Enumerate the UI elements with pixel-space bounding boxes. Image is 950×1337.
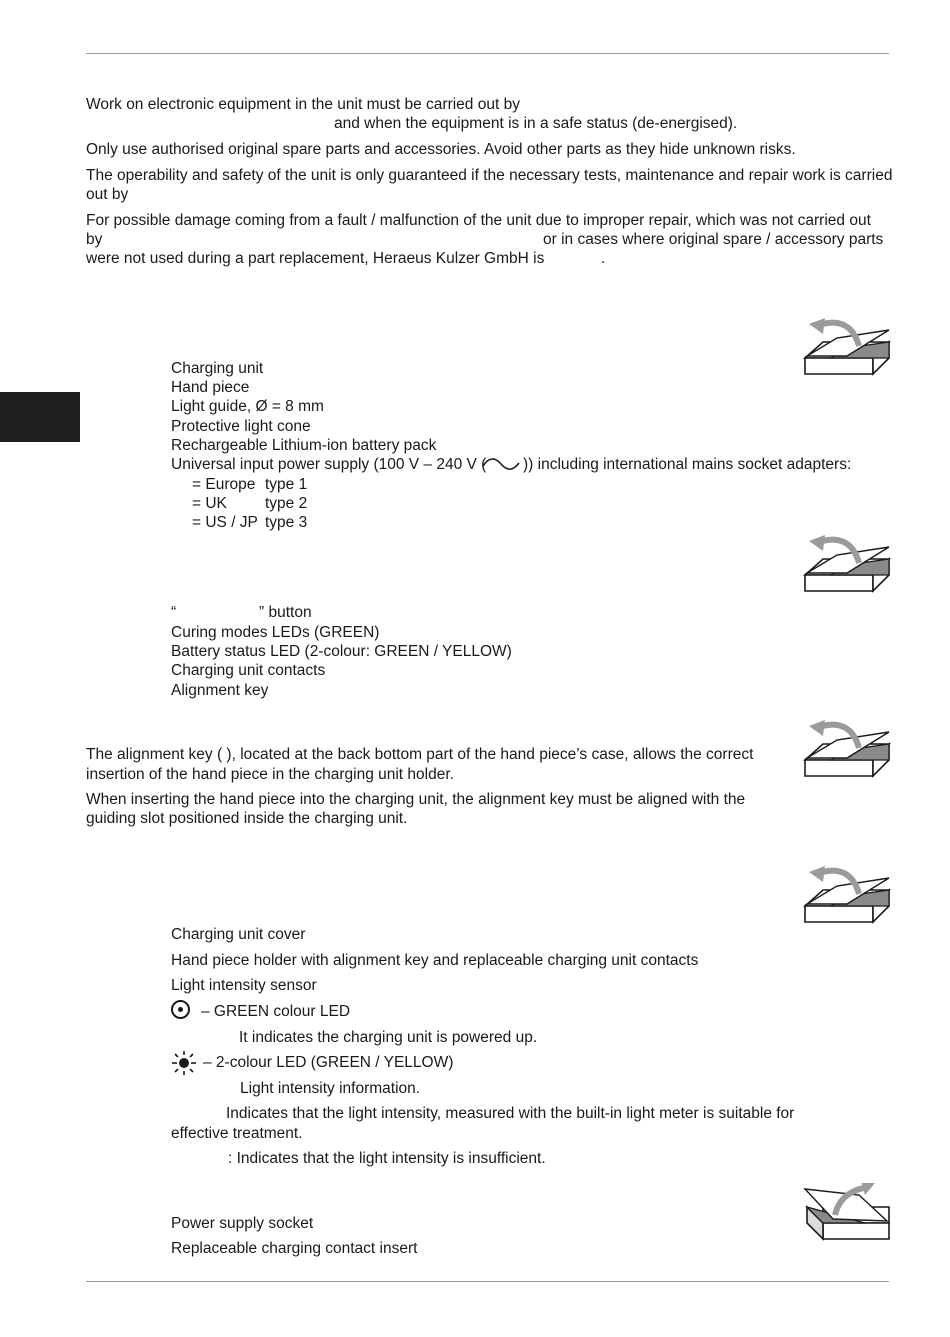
bicolor-led-label: – 2-colour LED (GREEN / YELLOW)	[203, 1054, 454, 1071]
repair-text-3a: The operability and safety of the unit is only guaranteed if the necessary tests, maintenance and repair work is carried	[86, 167, 893, 184]
charging-unit-item: Hand piece holder with alignment key and replaceable charging unit contacts	[171, 952, 699, 969]
green-state-text-a: Indicates that the light intensity, measured with the built-in light meter is suitable for	[226, 1105, 795, 1122]
button-label: ” button	[259, 604, 312, 621]
green-led-label: – GREEN colour LED	[201, 1003, 351, 1020]
hand-piece-item: Charging unit contacts	[171, 662, 326, 679]
alignment-text-1a: The alignment key ( ), located at the back bottom part of the hand piece’s case, allows the correct	[86, 746, 754, 763]
repair-text-1b: and when the equipment is in a safe status (de-energised).	[334, 115, 738, 132]
adapter-region: = UK	[192, 495, 227, 512]
header-rule	[86, 53, 889, 54]
fold-out-page-icon	[803, 535, 893, 609]
psu-text-b: )) including international mains socket adapters:	[523, 456, 852, 473]
content-item: Rechargeable Lithium-ion battery pack	[171, 437, 437, 454]
section-tab	[0, 392, 80, 442]
alignment-text-2b: guiding slot positioned inside the charging unit.	[86, 810, 408, 827]
green-state-text-b: effective treatment.	[171, 1125, 303, 1142]
adapter-region: = US / JP	[192, 514, 258, 531]
footer-rule	[86, 1281, 889, 1282]
repair-text-4b: by	[86, 231, 103, 248]
bicolor-led-desc: Light intensity information.	[240, 1080, 421, 1097]
repair-text-2: Only use authorised original spare parts and accessories. Avoid other parts as they hide unknown risks.	[86, 141, 796, 158]
quote-open: “	[171, 604, 177, 621]
hand-piece-item: Curing modes LEDs (GREEN)	[171, 624, 380, 641]
repair-text-4a: For possible damage coming from a fault / malfunction of the unit due to improper repair, which was not carried out	[86, 212, 871, 229]
adapter-type: type 3	[265, 514, 308, 531]
back-item: Power supply socket	[171, 1215, 314, 1232]
charging-unit-item: Light intensity sensor	[171, 977, 317, 994]
repair-text-4c: or in cases where original spare / accessory parts	[543, 231, 884, 248]
psu-text-a: Universal input power supply (100 V – 240 V (	[171, 456, 487, 473]
content-item: Protective light cone	[171, 418, 311, 435]
hand-piece-item: Battery status LED (2-colour: GREEN / YELLOW)	[171, 643, 512, 660]
adapter-type: type 2	[265, 495, 308, 512]
repair-text-4e: .	[601, 250, 606, 267]
sun-burst-icon	[170, 1050, 198, 1076]
repair-text-3b: out by	[86, 186, 129, 203]
hand-piece-item: Alignment key	[171, 682, 269, 699]
fold-out-page-icon	[803, 720, 893, 794]
repair-text-1a: Work on electronic equipment in the unit must be carried out by	[86, 96, 520, 113]
ac-sine-icon	[481, 457, 521, 471]
fold-out-page-icon	[803, 318, 893, 392]
charging-unit-item: Charging unit cover	[171, 926, 306, 943]
yellow-state-text: : Indicates that the light intensity is insufficient.	[228, 1150, 546, 1167]
green-led-desc: It indicates the charging unit is powered up.	[239, 1029, 538, 1046]
content-item: Light guide, Ø = 8 mm	[171, 398, 324, 415]
back-item: Replaceable charging contact insert	[171, 1240, 418, 1257]
content-item: Hand piece	[171, 379, 250, 396]
fold-out-page-icon	[803, 866, 893, 940]
adapter-region: = Europe	[192, 476, 256, 493]
adapter-type: type 1	[265, 476, 308, 493]
fold-out-page-icon-reversed	[803, 1183, 893, 1257]
alignment-text-2a: When inserting the hand piece into the charging unit, the alignment key must be aligned with the	[86, 791, 746, 808]
content-item: Charging unit	[171, 360, 264, 377]
alignment-text-1b: insertion of the hand piece in the charging unit holder.	[86, 766, 454, 783]
circle-dot-icon	[171, 1000, 190, 1019]
repair-text-4d: were not used during a part replacement, Heraeus Kulzer GmbH is	[86, 250, 545, 267]
